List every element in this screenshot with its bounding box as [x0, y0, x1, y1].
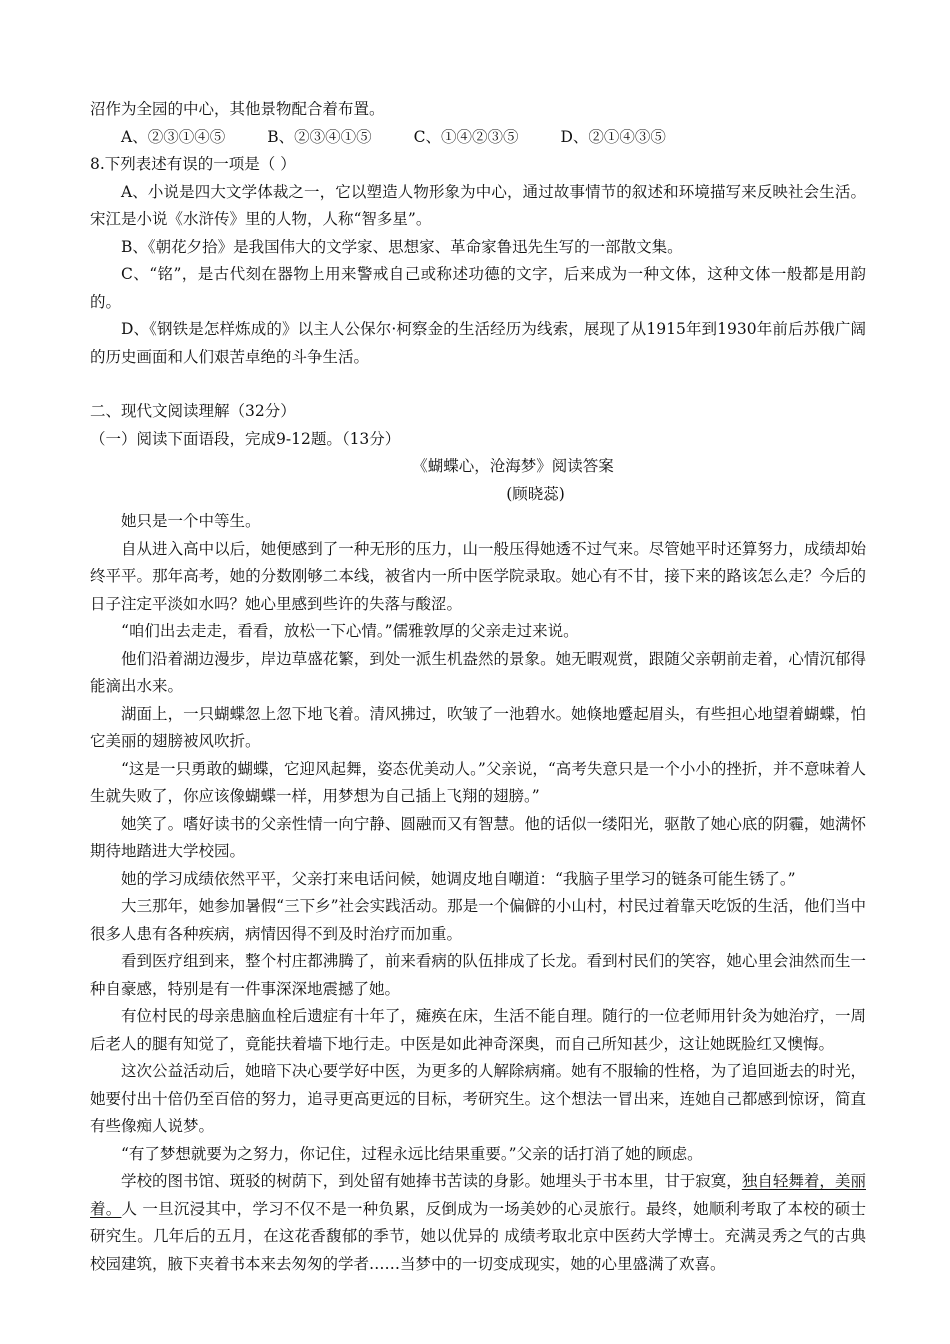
article-paragraph: 她的学习成绩依然平平，父亲打来电话问候，她调皮地自嘲道：“我脑子里学习的链条可能生锈了。” — [121, 869, 796, 888]
q7-options — [90, 124, 866, 152]
intro-tail: 沼作为全园的中心，其他景物配合着布置。 — [90, 100, 385, 118]
article-paragraph: “这是一只勇敢的蝴蝶，它迎风起舞，姿态优美动人。”父亲说，“高考失意只是一个小小的挫折，并不意味着人生就失败了，你应该像蝴蝶一样，用梦想为自己插上飞翔的翅膀。” — [90, 759, 866, 805]
section2-heading: 二、现代文阅读理解（32分） — [90, 402, 296, 420]
q7-option-a: A、②③①④⑤ — [121, 127, 226, 146]
last-paragraph-after: 人 一旦沉浸其中，学习不仅不是一种负累，反倒成为一场美妙的心灵旅行。最终，她顺利考取了本校的硕士研究生。几年后的五月，在这花香馥郁的季节，她以优异的 成绩考取北京中医药大学博士。充满灵秀之气的古典校园建筑，腋下夹着书本来去匆匆的学者……当梦中的一切变成现实，她的心里盛满了欢喜。 — [90, 1199, 866, 1273]
article-paragraph: 这次公益活动后，她暗下决心要学好中医，为更多的人解除病痛。她有不服输的性格，为了追回逝去的时光，她要付出十倍仍至百倍的努力，追寻更高更远的目标，考研究生。这个想法一冒出来，连她自己都感到惊讶，简直有些像痴人说梦。 — [90, 1062, 866, 1135]
article-paragraph: 自从进入高中以后，她便感到了一种无形的压力，山一般压得她透不过气来。尽管她平时还算努力，成绩却始终平平。那年高考，她的分数刚够二本线，被省内一所中医学院录取。她心有不甘，接下来的路该怎么走？今后的日子注定平淡如水吗？她心里感到些许的失落与酸涩。 — [90, 539, 866, 613]
section2-subheading: （一）阅读下面语段，完成9-12题。（13分） — [90, 429, 401, 448]
article-paragraph: 有位村民的母亲患脑血栓后遗症有十年了，瘫痪在床，生活不能自理。随行的一位老师用针灸为她治疗，一周后老人的腿有知觉了，竟能扶着墙下地行走。中医是如此神奇深奥，而自己所知甚少，这让她既脸红又懊悔。 — [90, 1007, 866, 1053]
article-paragraph: 大三那年，她参加暑假“三下乡”社会实践活动。那是一个偏僻的小山村，村民过着靠天吃饭的生活，他们当中很多人患有各种疾病，病情因得不到及时治疗而加重。 — [90, 897, 866, 943]
q7-option-d: D、②①④③⑤ — [560, 127, 666, 146]
q8-option-c: C、“铭”，是古代刻在器物上用来警戒自己或称述功德的文字，后来成为一种文体，这种文体一般都是用韵的。 — [90, 265, 866, 311]
article-title: 《蝴蝶心，沧海梦》阅读答案 — [412, 457, 614, 475]
document-page — [90, 96, 866, 1278]
q7-option-b: B、②③④①⑤ — [267, 127, 372, 146]
article-paragraph: “有了梦想就要为之努力，你记住，过程永远比结果重要。”父亲的话打消了她的顾虑。 — [121, 1144, 703, 1163]
article-paragraph: 湖面上，一只蝴蝶忽上忽下地飞着。清风拂过，吹皱了一池碧水。她倏地蹙起眉头，有些担心地望着蝴蝶，怕它美丽的翅膀被风吹折。 — [90, 704, 866, 750]
underlined-phrase: 独自轻舞着，美丽着。 — [90, 1172, 866, 1218]
article-paragraph: “咱们出去走走，看看，放松一下心情。”儒雅敦厚的父亲走过来说。 — [121, 622, 579, 640]
article-author: (顾晓蕊) — [506, 484, 565, 503]
last-paragraph-before: 学校的图书馆、斑驳的树荫下，到处留有她捧书苦读的身影。她埋头于书本里，甘于寂寞， — [121, 1172, 742, 1190]
article-last-paragraph — [90, 1168, 866, 1278]
article-paragraph: 她笑了。嗜好读书的父亲性情一向宁静、圆融而又有智慧。他的话似一缕阳光，驱散了她心底的阴霾，她满怀期待地踏进大学校园。 — [90, 814, 866, 860]
q7-option-c: C、①④②③⑤ — [413, 127, 519, 146]
q8-stem: 8.下列表述有误的一项是（ ） — [90, 155, 296, 173]
article-paragraph: 他们沿着湖边漫步，岸边草盛花繁，到处一派生机盎然的景象。她无暇观赏，跟随父亲朝前走着，心情沉郁得能滴出水来。 — [90, 649, 866, 695]
q8-option-d: D、《钢铁是怎样炼成的》以主人公保尔·柯察金的生活经历为线索，展现了从1915年到1930年前后苏俄广阔的历史画面和人们艰苦卓绝的斗争生活。 — [90, 320, 866, 366]
q8-option-a: A、小说是四大文学体裁之一，它以塑造人物形象为中心，通过故事情节的叙述和环境描写来反映社会生活。宋江是小说《水浒传》里的人物，人称“智多星”。 — [90, 182, 866, 228]
article-paragraph: 看到医疗组到来，整个村庄都沸腾了，前来看病的队伍排成了长龙。看到村民们的笑容，她心里会油然而生一种自豪感，特别是有一件事深深地震撼了她。 — [90, 952, 866, 998]
article-paragraph: 她只是一个中等生。 — [121, 512, 261, 530]
section-gap — [90, 371, 866, 398]
q8-option-b: B、《朝花夕拾》是我国伟大的文学家、思想家、革命家鲁迅先生写的一部散文集。 — [121, 237, 683, 256]
